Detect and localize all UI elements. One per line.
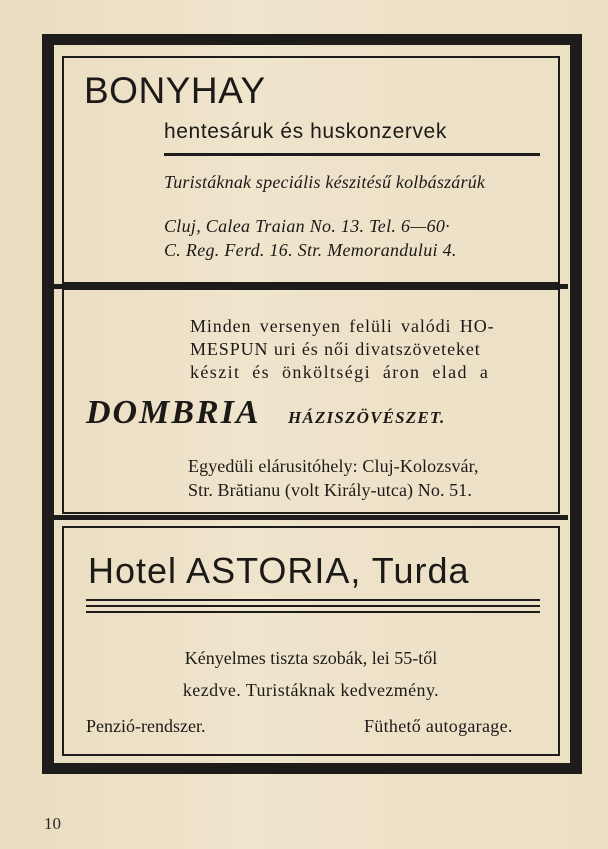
bonyhay-name: BONYHAY (84, 70, 266, 111)
bonyhay-specialty: Turistáknak speciális készitésű kolbászárúk (164, 172, 486, 192)
hotel-garage-note: Füthető autogarage. (364, 716, 513, 736)
dombria-text-line: készit és önköltségi áron elad a (190, 362, 490, 382)
dombria-text-line: Minden versenyen felüli valódi HO- (190, 316, 495, 336)
bonyhay-rule (164, 153, 540, 156)
hotel-text-line: kezdve. Turistáknak kedvezmény. (182, 680, 440, 700)
page-number: 10 (44, 814, 61, 833)
hotel-name: Hotel ASTORIA, Turda (88, 550, 470, 591)
section-divider (54, 515, 568, 520)
bonyhay-address-line: Cluj, Calea Traian No. 13. Tel. 6—60· (164, 216, 450, 236)
dombria-shop-line: Str. Brătianu (volt Király-utca) No. 51. (188, 480, 472, 500)
hotel-rule (86, 599, 540, 601)
bonyhay-tagline: hentesáruk és huskonzervek (164, 120, 447, 143)
hotel-text-line: Kényelmes tiszta szobák, lei 55-től (184, 648, 438, 668)
dombria-brand-subtitle: HÁZISZÖVÉSZET. (288, 408, 446, 427)
dombria-text-line: MESPUN uri és női divatszöveteket (190, 339, 481, 359)
hotel-ad (62, 526, 560, 756)
bonyhay-ad (62, 56, 560, 284)
dombria-brand: DOMBRIA (86, 394, 261, 431)
dombria-shop-line: Egyedüli elárusitóhely: Cluj-Kolozsvár, (188, 456, 479, 476)
hotel-rule (86, 605, 540, 607)
bonyhay-address-line: C. Reg. Ferd. 16. Str. Memorandului 4. (164, 240, 457, 260)
dombria-ad (62, 288, 560, 514)
hotel-pension-note: Penzió-rendszer. (86, 716, 206, 736)
hotel-rule (86, 611, 540, 613)
